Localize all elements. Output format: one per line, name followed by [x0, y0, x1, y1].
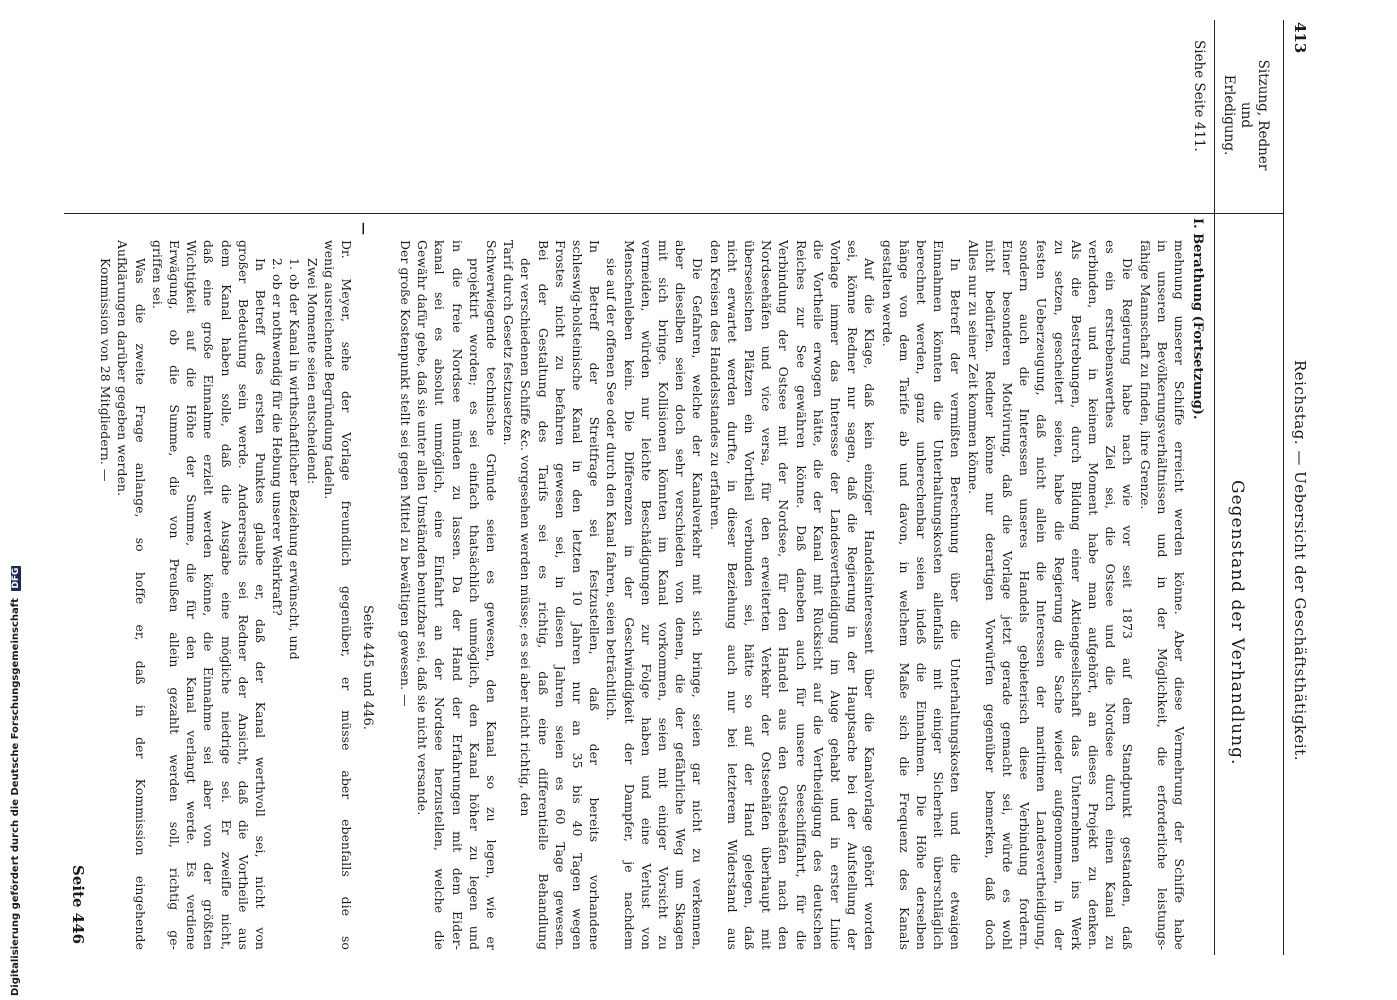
text-line: projektirt worden; es sei einfach thatsächlich unmöglich, den Kanal höher zu legen und — [466, 258, 482, 950]
running-header-title: Reichstag. — Uebersicht der Geschäftsthätigkeit. — [1291, 360, 1309, 761]
text-line: Schwerwiegende technische Gründe seien es gewesen, den Kanal so zu legen, wie er — [484, 240, 499, 950]
text-line: Einnahmen könnten die Unterhaltungskosten allenfalls mit einiger Sicherheit überschläglich — [931, 240, 947, 950]
text-line: Auf die Klage, daß kein einziger Handelsinteressent über die Kanalvorlage gehört worden — [862, 258, 878, 950]
text-line: Einer besonderen Motivirung, daß die Vorlage jetzt gerade gemacht sei, würde es wohl — [1000, 240, 1015, 950]
text-line: gestalten werde. — [879, 240, 895, 347]
column-heading: Gegenstand der Verhandlung. — [1227, 480, 1247, 766]
page-number: 413 — [1291, 22, 1309, 54]
text-line: berechnet werden, ganz unberechenbar seien indeß die Einnahmen. Die Höhe derselben — [914, 240, 929, 950]
text-line: dem Kanal haben solle, daß die Ausgabe eine mögliche niedrige sei. Er zweifle nicht, — [218, 240, 234, 950]
text-line: vermeiden, würden nur leichte Beschädigungen zur Folge haben und eine Verlust von — [638, 240, 654, 950]
text-line: Dr. Meyer, sehe der Vorlage freundlich gegenüber, er müsse aber ebenfalls die so — [339, 240, 354, 950]
text-line: Frostes nicht zu befahren gewesen sei, in diesen Jahren seien es 60 Tage gewesen. — [552, 240, 568, 950]
text-line: in die freie Nordsee münden zu lassen. Da der Hand der Erfahrungen mit dem Eider- — [449, 240, 465, 950]
entry-number: I. — [1190, 218, 1205, 229]
text-line: In Betreff des ersten Punktes glaube er, daß der Kanal werthvoll sei, nicht von — [253, 258, 268, 950]
speaker-dash: — — [356, 222, 371, 235]
text-line: Kommission von 28 Mitgliedern. — — [98, 258, 114, 482]
digitization-credit — [10, 0, 21, 996]
session-reference: Seite 445 und 446. — [360, 605, 375, 730]
text-line: griffen sei. — [149, 240, 165, 310]
text-line: in unseren Bevölkerungsverhältnissen und in der Möglichkeit, die erforderliche leistungs- — [1154, 240, 1170, 950]
dfg-logo: DFG — [11, 567, 21, 589]
text-line: Reiches zur See gewähren könne. Daß daneben auch für unsere Seeschifffahrt, für die — [793, 240, 809, 950]
text-line: die Vortheile erwogen hätte, die der Kanal mit Rücksicht auf die Vertheidigung des deutschen — [810, 240, 826, 950]
text-line: daß eine große Einnahme erzielt werden könne, die Einnahme sei aber von der größten — [201, 240, 217, 950]
text-line: Aufklärungen darüber gegeben werden. — [115, 240, 131, 497]
text-line: Tarif durch Gesetz festzusetzen. — [501, 240, 517, 446]
text-line: aber dieselben seien doch sehr verschieden von denen, die der gefährliche Weg um Skagen — [673, 240, 689, 950]
text-line: den Kreisen des Handelsstandes zu erfahren. — [707, 240, 723, 530]
text-line: Die Regierung habe nach wie vor seit 1873 auf dem Standpunkt gestanden, daß — [1120, 258, 1136, 950]
text-line: 1. ob der Kanal in wirthschaftlicher Beziehung erwünscht, und — [287, 258, 303, 660]
text-line: mehnung unserer Schiffe erreicht werden könne. Aber diese Vermehrung der Schiffe habe — [1172, 240, 1187, 950]
text-line: Die Gefahren, welche der Kanalverkehr mit sich bringe, seien gar nicht zu verkennen, — [690, 258, 706, 950]
text-line: sondern auch die Interessen unseres Handels gebieterisch diese Verbindung fordern. — [1017, 240, 1033, 950]
text-line: Zwei Momente seien entscheidend: — [304, 258, 320, 485]
text-line: kanal sei es absolut unmöglich, eine Einfahrt an der Nordsee herzustellen, welche die — [432, 240, 448, 950]
text-line: der verschiedenen Schiffe &c. vorgesehen werden müsse; es sei aber nicht richtig, den — [518, 258, 534, 817]
margin-header-line-2: und — [1238, 101, 1254, 129]
text-line: es ein erstrebenswerthes Ziel sei, die Ostsee und die Nordsee durch einen Kanal zu — [1103, 240, 1119, 950]
text-line: fähige Mannschaft zu finden, ihre Grenze. — [1137, 240, 1153, 510]
text-line: 2. ob er nothwendig für die Hebung unserer Wehrkraft? — [270, 258, 286, 616]
text-line: festen Ueberzeugung, daß nicht allein die Interessen der maritimen Landesvertheidigung, — [1034, 240, 1050, 950]
text-line: Gewähr dafür gebe, daß sie unter allen Umständen benutzbar sei, daß sie nicht versande. — [415, 240, 431, 816]
column-heading-rule — [1214, 20, 1215, 955]
entry-label: Berathung (Fortsetzung). — [1190, 233, 1205, 420]
text-line: überseeischen Plätzen ein Vortheil verbunden sei, hätte so auf der Hand gelegen, daß — [742, 240, 757, 950]
text-line: Menschenleben kein. Die Differenzen in der Geschwindigkeit der Dampfer, je nachdem — [621, 240, 637, 950]
text-line: Alles nur zu seiner Zeit kommen könne. — [965, 240, 981, 495]
text-line: Vorlage immer das Interesse der Landesvertheidigung im Auge gehabt und in erster Linie — [828, 240, 843, 950]
text-line: In Betreff der Streitfrage sei festzustellen, daß der bereits vorhandene — [587, 240, 603, 950]
text-line: Bei der Gestaltung des Tarifs sei es richtig, daß eine differentielle Behandlung — [535, 240, 551, 950]
text-line: Verbindung der Ostsee mit der Nordsee, für den Handel aus den Ostseehäfen nach den — [776, 240, 792, 950]
text-line: verbinden, und in keinem Moment habe man aufgehört, an dieses Projekt zu denken. — [1086, 240, 1101, 950]
text-line: mit sich bringe. Kollisionen könnten im Kanal vorkommen, seien mit einiger Vorsicht zu — [656, 240, 671, 950]
text-line: nicht bedürfen. Redner könne nur derartigen Vorwürfen gegenüber bemerken, daß doch — [982, 240, 998, 950]
margin-header-line-3: Erledigung. — [1221, 74, 1237, 156]
text-line: In Betreff der vermißten Berechnung über die Unterhaltungskosten und die etwaigen — [948, 258, 964, 950]
text-line: großer Bedeutung sein werde. Andererseits sei Redner der Ansicht, daß die Vortheile aus — [235, 240, 251, 950]
margin-column-header — [1220, 20, 1271, 210]
entry-heading — [1190, 218, 1205, 420]
text-line: sei, könne Redner nur sagen, daß die Regierung in der Hauptsache bei der Aufstellung der — [845, 240, 861, 950]
text-line: Was die zweite Frage anlange, so hoffe er, daß in der Kommission eingehende — [132, 258, 148, 950]
text-line: hänge von dem Tarife ab und davon, in welchem Maße sich die Frequenz des Kanals — [896, 240, 912, 950]
text-line: schleswig-holsteinische Kanal in den letzten 10 Jahren nur an 35 bis 40 Tagen wegen — [570, 240, 585, 950]
text-line: nicht erwartet werden durfte, in dieser Beziehung auch nur bei letzterem Widerstand aus — [724, 240, 740, 950]
text-line: Der große Kostenpunkt stellt sei gegen Mittel zu bewältigen gewesen. — — [398, 240, 413, 707]
margin-column-divider — [64, 213, 1284, 214]
text-line: wenig ausreichende Begründung tadeln. — [321, 240, 337, 500]
next-page-reference: Seite 446 — [69, 865, 87, 945]
text-line: Nordseehäfen und vice versa, für den erweiterten Verkehr der Ostseehäfen überhaupt mit — [759, 240, 775, 950]
margin-header-line-1: Sitzung, Redner — [1255, 59, 1271, 171]
header-rule — [1283, 20, 1284, 955]
text-line: Wichtigkeit auf die Höhe der Summe, die für den Kanal verlangt werde. Es verdiene — [184, 240, 200, 950]
text-line: Als die Bestrebungen, durch Bildung einer Aktiengesellschaft das Unternehmen ins Werk — [1068, 240, 1084, 950]
text-line: Erwägung, ob die Summe, die von Preußen allein gezahlt werden soll, richtig ge- — [167, 240, 182, 950]
text-line: sie auf der offenen See oder durch den Kanal fahren, seien beträchtlich. — [604, 258, 620, 721]
see-page-reference: Siehe Seite 411. — [1191, 40, 1207, 152]
text-line: zu setzen, gescheitert seien, habe die Regierung die Sache wieder aufgenommen, in der — [1051, 240, 1067, 950]
credit-text: Digitalisierung gefördert durch die Deutsche Forschungsgemeinschaft — [10, 598, 21, 996]
